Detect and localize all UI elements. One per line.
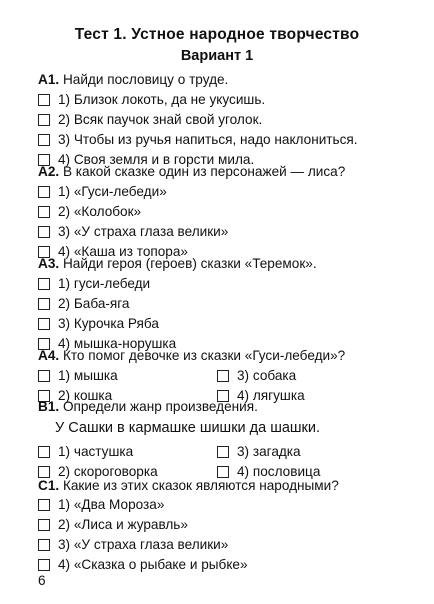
test-title: Тест 1. Устное народное творчество (74, 26, 360, 43)
answer-option[interactable] (38, 537, 228, 552)
answer-option[interactable] (38, 444, 133, 459)
option-label: 4) лягушка (237, 388, 305, 403)
option-label: 2) «Колобок» (58, 204, 142, 219)
checkbox[interactable] (38, 186, 50, 198)
option-label: 1) гуси-лебеди (58, 276, 151, 291)
checkbox[interactable] (38, 114, 50, 126)
answer-option[interactable] (38, 464, 158, 479)
answer-option[interactable] (217, 368, 296, 383)
checkbox[interactable] (38, 134, 50, 146)
question-b1 (38, 399, 258, 414)
answer-option[interactable] (38, 276, 150, 291)
question-a4 (38, 348, 345, 363)
option-label: 3) «У страха глаза велики» (58, 537, 229, 552)
checkbox[interactable] (38, 370, 50, 382)
question-c1 (38, 478, 339, 493)
question-text: В какой сказке один из персонажей — лиса? (62, 164, 346, 179)
checkbox[interactable] (38, 318, 50, 330)
answer-option[interactable] (38, 497, 164, 512)
option-label: 2) кошка (58, 388, 113, 403)
option-label: 3) «У страха глаза велики» (58, 224, 229, 239)
answer-option[interactable] (38, 92, 265, 107)
option-label: 3) Чтобы из ручья напиться, надо наклониться. (58, 132, 358, 147)
question-a2 (38, 164, 345, 179)
answer-option[interactable] (38, 132, 358, 147)
option-label: 3) Курочка Ряба (58, 316, 159, 331)
answer-option[interactable] (38, 517, 188, 532)
option-label: 3) собака (237, 368, 297, 383)
answer-option[interactable] (38, 112, 262, 127)
answer-option[interactable] (38, 204, 141, 219)
checkbox[interactable] (217, 466, 229, 478)
answer-option[interactable] (217, 464, 320, 479)
variant-heading: Вариант 1 (180, 48, 254, 64)
option-label: 1) мышка (58, 368, 118, 383)
option-label: 2) Всяк паучок знай свой уголок. (58, 112, 263, 127)
question-id: A3. (38, 256, 60, 271)
question-id: A1. (38, 72, 60, 87)
question-id: C1. (38, 478, 60, 493)
checkbox[interactable] (38, 466, 50, 478)
question-id: B1. (38, 399, 60, 414)
checkbox[interactable] (38, 519, 50, 531)
tongue-twister-phrase: У Сашки в кармашке шишки да шашки. (55, 420, 321, 436)
answer-option[interactable] (217, 444, 301, 459)
option-label: 4) «Сказка о рыбаке и рыбке» (58, 557, 248, 572)
question-a1 (38, 72, 228, 87)
answer-option[interactable] (38, 557, 248, 572)
option-label: 1) «Два Мороза» (58, 497, 165, 512)
option-label: 2) «Лиса и журавль» (58, 517, 188, 532)
option-label: 4) «Каша из топора» (58, 244, 188, 259)
checkbox[interactable] (38, 539, 50, 551)
option-label: 1) «Гуси-лебеди» (58, 184, 167, 199)
answer-option[interactable] (38, 368, 118, 383)
page-number: 6 (38, 573, 46, 588)
answer-option[interactable] (38, 316, 159, 331)
checkbox[interactable] (38, 206, 50, 218)
option-label: 3) загадка (237, 444, 301, 459)
question-text: Найди пословицу о труде. (62, 72, 229, 87)
answer-option[interactable] (38, 224, 228, 239)
checkbox[interactable] (38, 94, 50, 106)
option-label: 2) Баба-яга (58, 296, 130, 311)
question-a3 (38, 256, 317, 271)
question-text: Найди героя (героев) сказки «Теремок». (62, 256, 317, 271)
question-id: A4. (38, 348, 60, 363)
answer-option[interactable] (38, 184, 167, 199)
checkbox[interactable] (217, 446, 229, 458)
question-text: Кто помог девочке из сказки «Гуси-лебеди»? (62, 348, 346, 363)
checkbox[interactable] (38, 499, 50, 511)
question-text: Определи жанр произведения. (62, 399, 258, 414)
checkbox[interactable] (38, 298, 50, 310)
checkbox[interactable] (38, 278, 50, 290)
checkbox[interactable] (38, 559, 50, 571)
option-label: 4) пословица (237, 464, 321, 479)
option-label: 2) скороговорка (58, 464, 158, 479)
checkbox[interactable] (38, 446, 50, 458)
checkbox[interactable] (217, 370, 229, 382)
option-label: 1) частушка (58, 444, 134, 459)
question-id: A2. (38, 164, 60, 179)
question-text: Какие из этих сказок являются народными? (62, 478, 339, 493)
option-label: 4) мышка-норушка (58, 336, 177, 351)
answer-option[interactable] (38, 296, 130, 311)
checkbox[interactable] (38, 226, 50, 238)
option-label: 1) Близок локоть, да не укусишь. (58, 92, 266, 107)
option-label: 4) Своя земля и в горсти мила. (58, 152, 255, 167)
